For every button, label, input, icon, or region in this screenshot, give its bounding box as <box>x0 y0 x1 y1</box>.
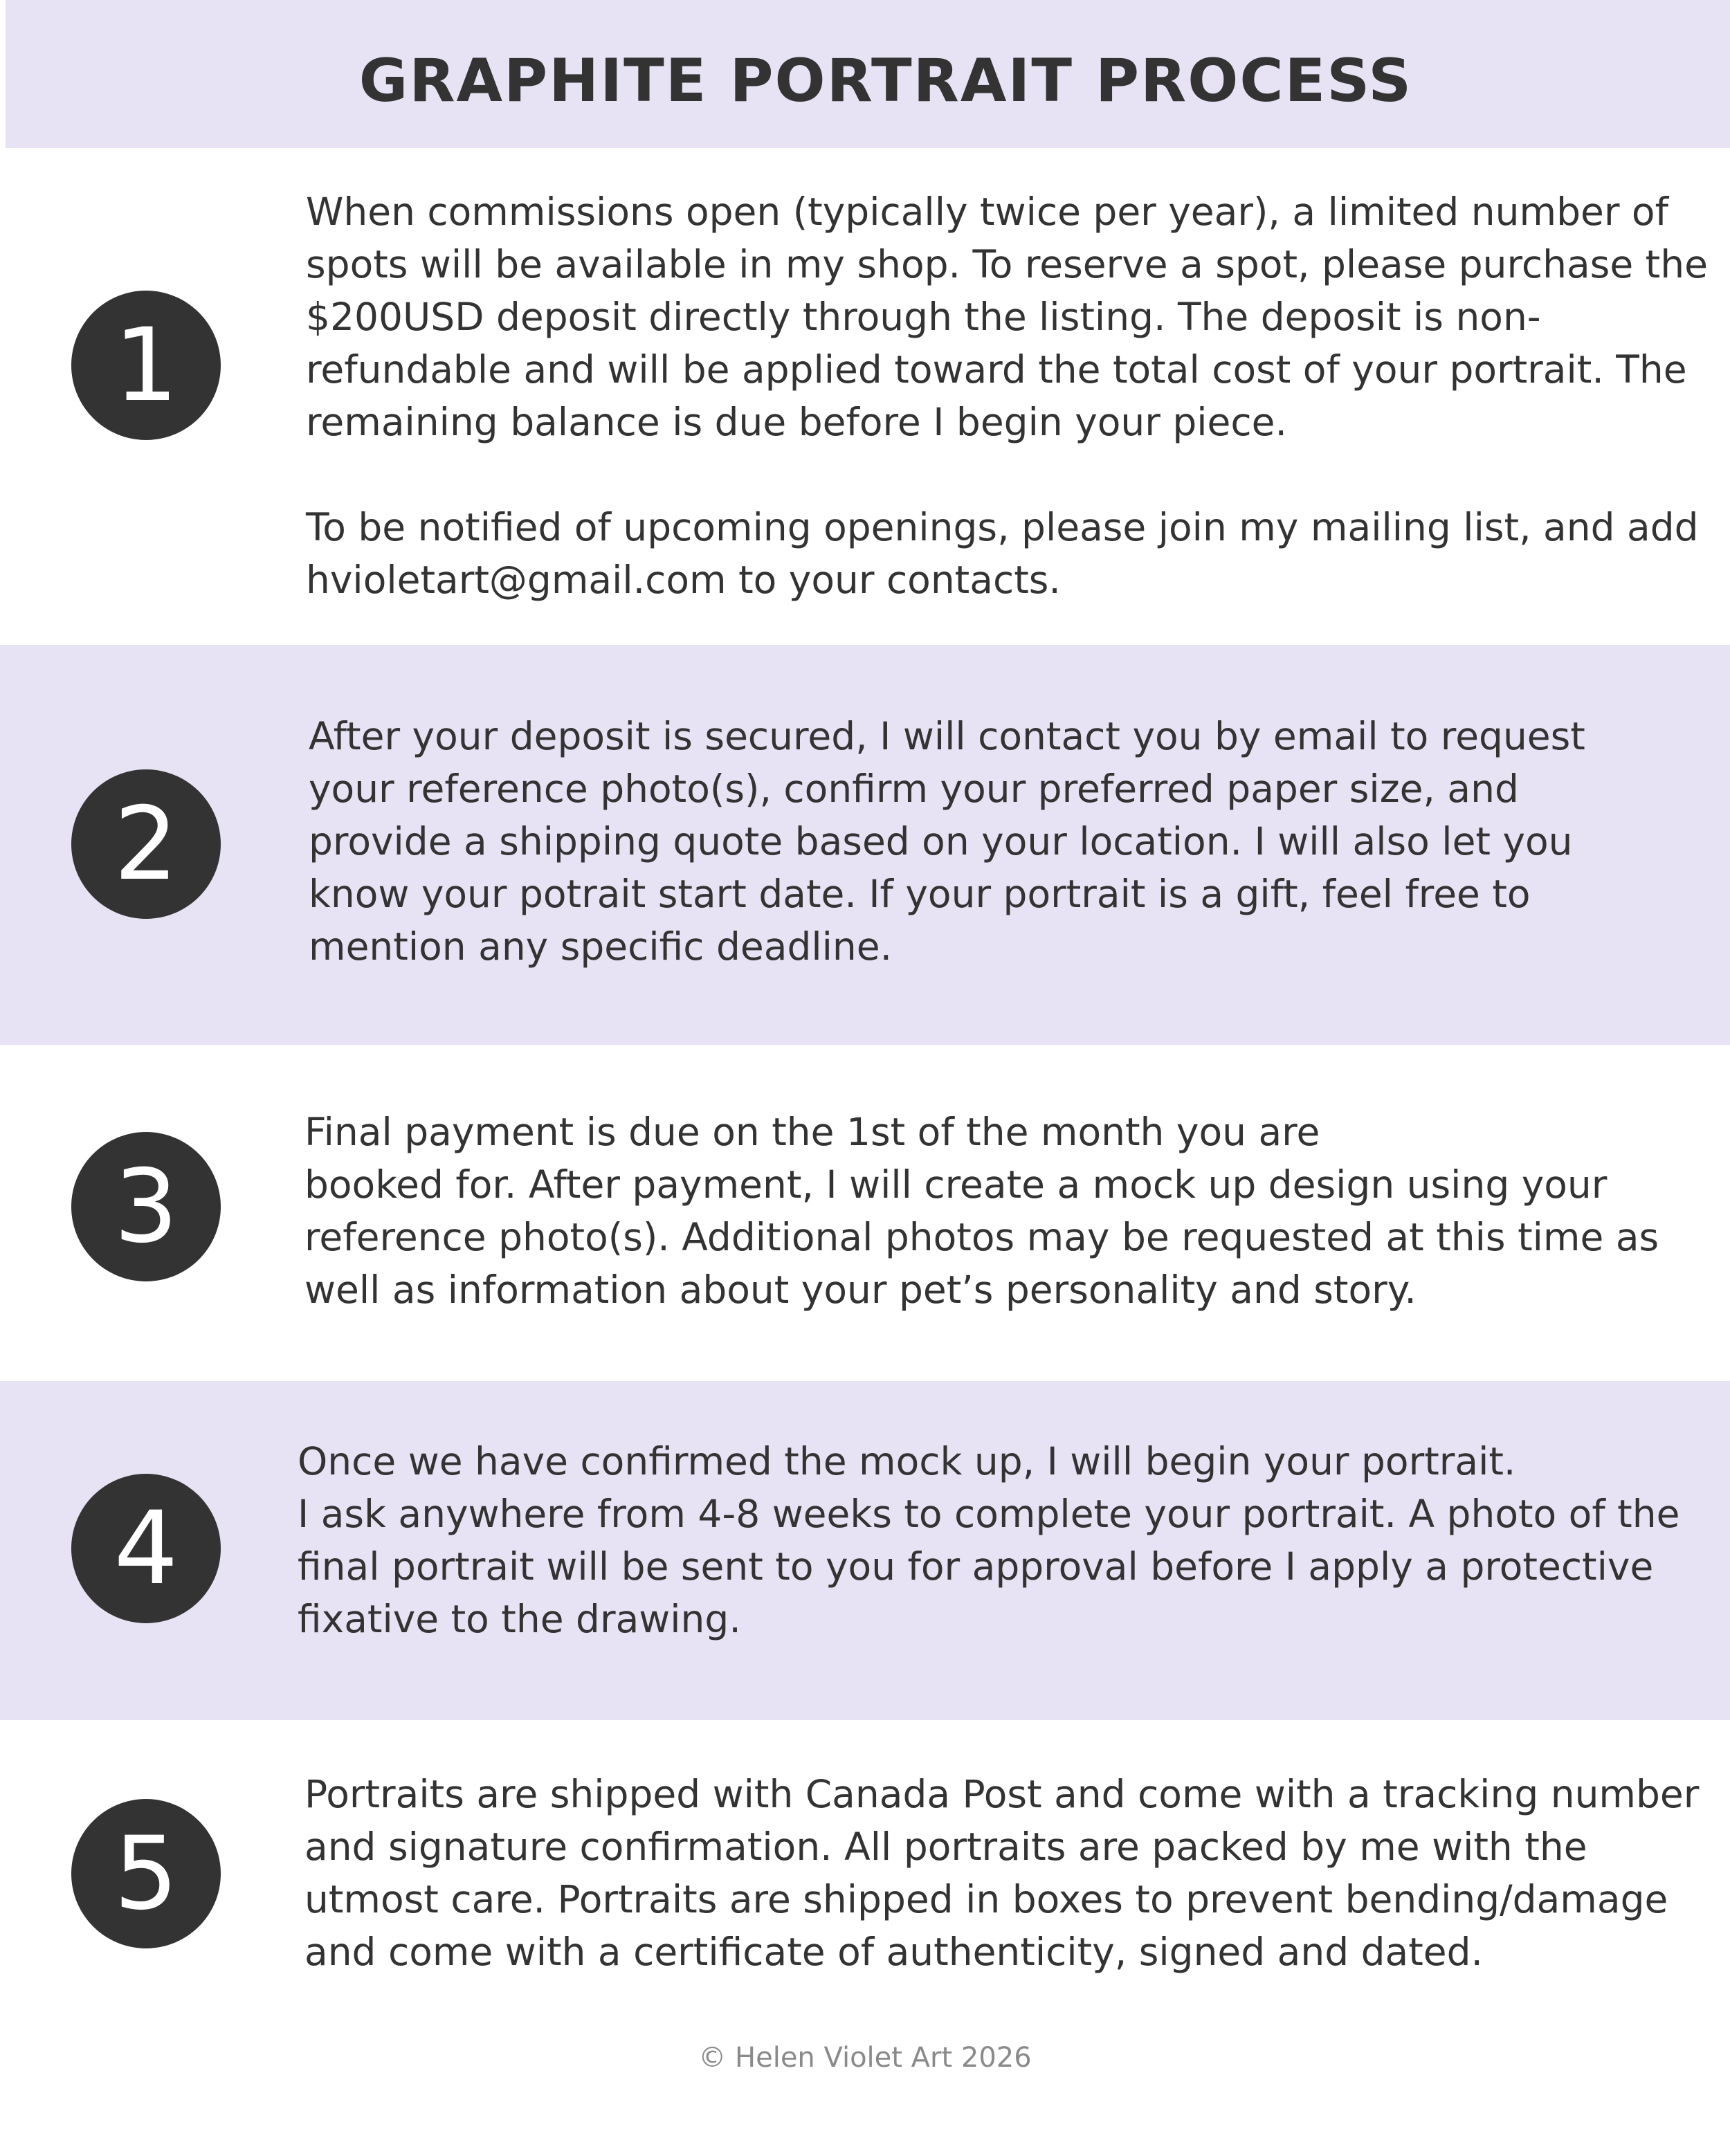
step-2-line: know your potrait start date. If your portrait is a gift, feel free to <box>309 872 1531 916</box>
step-4-number-badge: 4 <box>71 1474 221 1623</box>
step-1-line: hvioletart@gmail.com to your contacts. <box>306 558 1061 602</box>
step-5-line: utmost care. Portraits are shipped in boxes to prevent bending/damage <box>304 1877 1668 1921</box>
step-2-number-badge: 2 <box>71 769 221 919</box>
step-1-line: To be notified of upcoming openings, please join my mailing list, and add <box>306 505 1699 549</box>
step-3-text <box>304 1106 1659 1316</box>
copyright-footer: © Helen Violet Art 2026 <box>698 2042 1032 2074</box>
step-1-text <box>306 185 1708 606</box>
step-4-line: final portrait will be sent to you for approval before I apply a protective <box>298 1544 1654 1589</box>
step-2-line: After your deposit is secured, I will contact you by email to request <box>309 714 1585 758</box>
step-4-line: Once we have confirmed the mock up, I will begin your portrait. <box>298 1439 1516 1483</box>
step-5-line: and signature confirmation. All portraits are packed by me with the <box>304 1825 1587 1869</box>
step-1-number-badge: 1 <box>71 291 221 440</box>
step-1-line: When commissions open (typically twice per year), a limited number of <box>306 190 1668 234</box>
step-4-line: I ask anywhere from 4-8 weeks to complete your portrait. A photo of the <box>298 1492 1680 1536</box>
step-5-line: and come with a certificate of authenticity, signed and dated. <box>304 1930 1484 1974</box>
step-1-blank-line <box>306 448 1708 501</box>
step-4-text <box>298 1435 1679 1645</box>
step-5-text <box>304 1768 1699 1978</box>
step-2-line: your reference photo(s), confirm your preferred paper size, and <box>309 767 1519 811</box>
step-2-line: provide a shipping quote based on your location. I will also let you <box>309 819 1573 864</box>
step-3-line: well as information about your pet’s personality and story. <box>304 1268 1417 1312</box>
step-3-line: booked for. After payment, I will create a mock up design using your <box>304 1162 1608 1207</box>
step-3-line: reference photo(s). Additional photos may be requested at this time as <box>304 1215 1659 1259</box>
step-1-line: $200USD deposit directly through the listing. The deposit is non- <box>306 295 1541 339</box>
step-1-line: spots will be available in my shop. To reserve a spot, please purchase the <box>306 242 1708 286</box>
step-2-line: mention any specific deadline. <box>309 924 893 969</box>
step-5-line: Portraits are shipped with Canada Post and come with a tracking number <box>304 1772 1700 1816</box>
step-3-line: Final payment is due on the 1st of the month you are <box>304 1110 1320 1154</box>
page-title: GRAPHITE PORTRAIT PROCESS <box>358 46 1413 116</box>
step-5-number-badge: 5 <box>71 1799 221 1948</box>
step-3-number-badge: 3 <box>71 1132 221 1281</box>
step-1-line: refundable and will be applied toward the total cost of your portrait. The <box>306 347 1687 392</box>
step-4-line: fixative to the drawing. <box>298 1597 741 1641</box>
step-1-line: remaining balance is due before I begin your piece. <box>306 400 1287 444</box>
step-2-text <box>309 710 1585 973</box>
